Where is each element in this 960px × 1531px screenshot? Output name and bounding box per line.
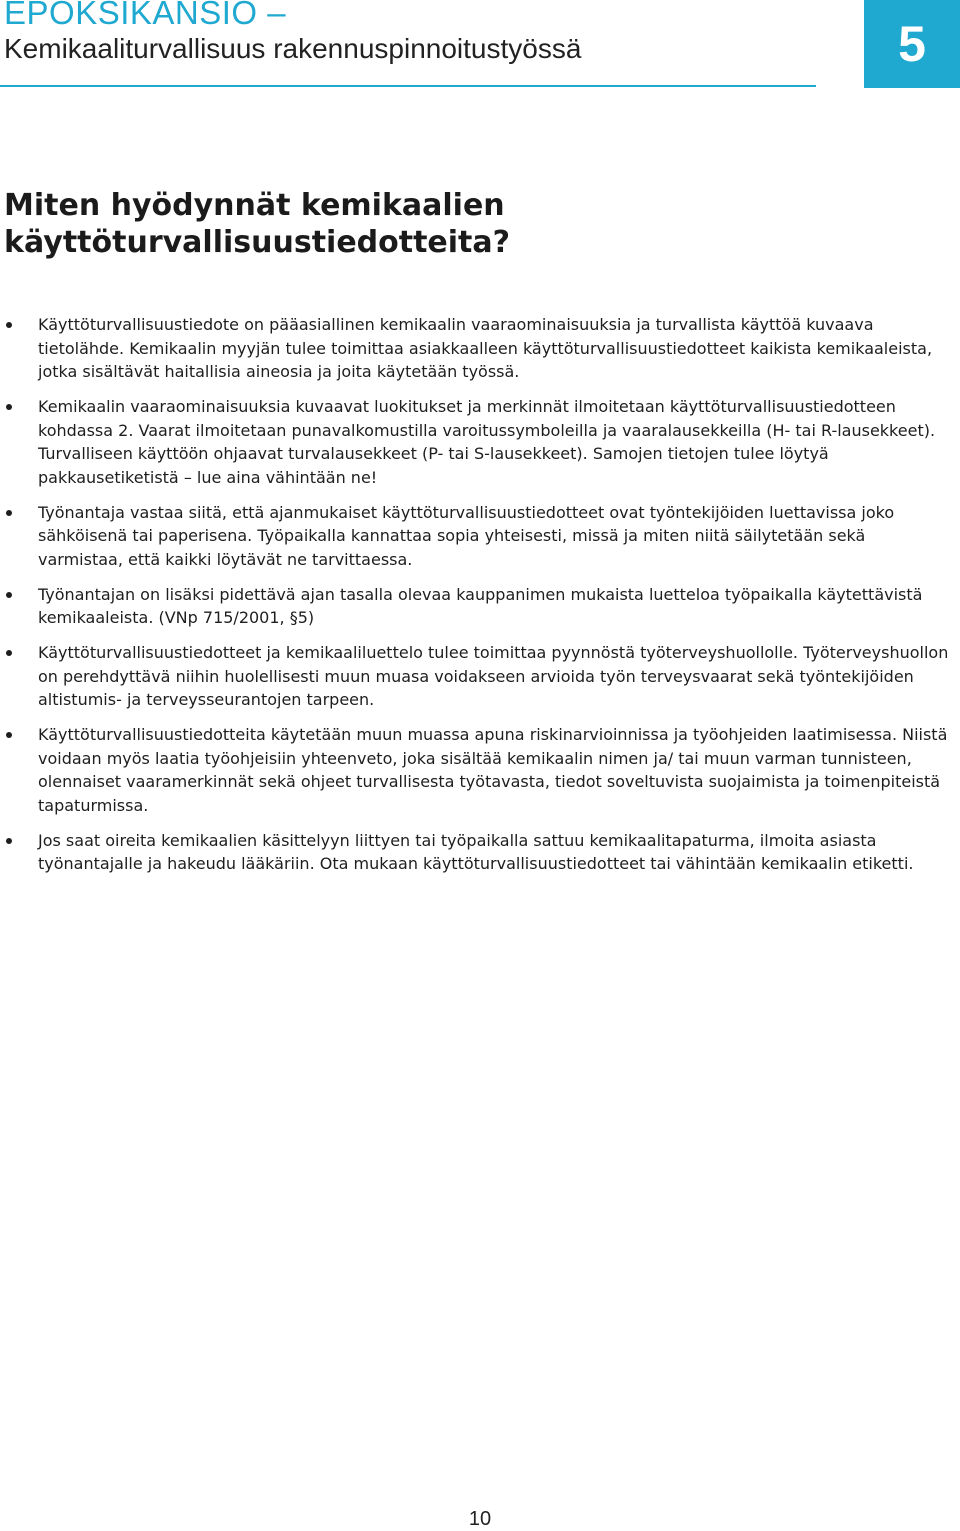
bullet-list <box>0 313 950 887</box>
chapter-number-badge: 5 <box>864 0 960 88</box>
bullet-text: Käyttöturvallisuustiedotteet ja kemikaaliluettelo tulee toimittaa pyynnöstä työterveyshuollolle. Työterveyshuollon on perehdyttävä niihin huolellisesti muun muasa voidakseen arvioida työn terveysvaarat sekä työntekijöiden altistumis- ja terveysseurantojen tarpeen. <box>38 643 949 709</box>
document-subtitle: Kemikaaliturvallisuus rakennuspinnoitustyössä <box>4 33 582 64</box>
bullet-dot-icon <box>6 732 12 738</box>
bullet-item <box>0 723 950 817</box>
bullet-item <box>0 583 950 630</box>
document-brand-title: EPOKSIKANSIO – <box>4 0 287 31</box>
page-number: 10 <box>468 1508 492 1530</box>
bullet-text: Kemikaalin vaaraominaisuuksia kuvaavat luokitukset ja merkinnät ilmoitetaan käyttöturvallisuustiedotteen kohdassa 2. Vaarat ilmoitetaan punavalkomustilla varoitussymboleilla ja vaaralausekkeilla (H- tai R-lausekkeet). Turvalliseen käyttöön ohjaavat turvalausekkeet (P- tai S-lausekkeet). Samojen tietojen tulee löytyä pakkausetiketistä – lue aina vähintään ne! <box>38 397 936 487</box>
bullet-item <box>0 313 950 384</box>
bullet-dot-icon <box>6 510 12 516</box>
bullet-item <box>0 641 950 712</box>
bullet-dot-icon <box>6 404 12 410</box>
bullet-dot-icon <box>6 650 12 656</box>
bullet-text: Työnantajan on lisäksi pidettävä ajan tasalla olevaa kauppanimen mukaista luetteloa työpaikalla käytettävistä kemikaaleista. (VNp 715/2001, §5) <box>38 584 923 627</box>
bullet-dot-icon <box>6 838 12 844</box>
bullet-text: Käyttöturvallisuustiedotteita käytetään muun muassa apuna riskinarvioinnissa ja työohjeiden laatimisessa. Niistä voidaan myös laatia työohjeisiin yhteenveto, joka sisältää kemikaalin nimen ja/ tai muun varman tunnisteen, olennaiset vaaramerkinnät sekä ohjeet turvallisesta työtavasta, tiedot soveltuvista suojaimista ja toimenpiteistä tapaturmissa. <box>38 725 948 815</box>
bullet-item <box>0 395 950 489</box>
bullet-text: Käyttöturvallisuustiedote on pääasiallinen kemikaalin vaaraominaisuuksia ja turvallista käyttöä kuvaava tietolähde. Kemikaalin myyjän tulee toimittaa asiakkaalleen käyttöturvallisuustiedotteet kaikista kemikaaleista, jotka sisältävät haitallisia aineosia ja joita käytetään työssä. <box>38 315 933 381</box>
bullet-item <box>0 829 950 876</box>
bullet-text: Jos saat oireita kemikaalien käsittelyyn liittyen tai työpaikalla sattuu kemikaalitapaturma, ilmoita asiasta työnantajalle ja hakeudu lääkäriin. Ota mukaan käyttöturvallisuustiedotteet tai vähintään kemikaalin etiketti. <box>38 830 914 873</box>
bullet-text: Työnantaja vastaa siitä, että ajanmukaiset käyttöturvallisuustiedotteet ovat työntekijöiden luettavissa joko sähköisenä tai paperisena. Työpaikalla kannattaa sopia yhteisesti, missä ja miten niitä säilytetään sekä varmistaa, että kaikki löytävät ne tarvittaessa. <box>38 502 895 569</box>
section-title: Miten hyödynnät kemikaalien käyttöturvallisuustiedotteita? <box>4 188 511 260</box>
bullet-dot-icon <box>6 592 12 598</box>
bullet-item <box>0 501 950 572</box>
header-divider <box>0 85 816 87</box>
bullet-dot-icon <box>6 322 12 328</box>
